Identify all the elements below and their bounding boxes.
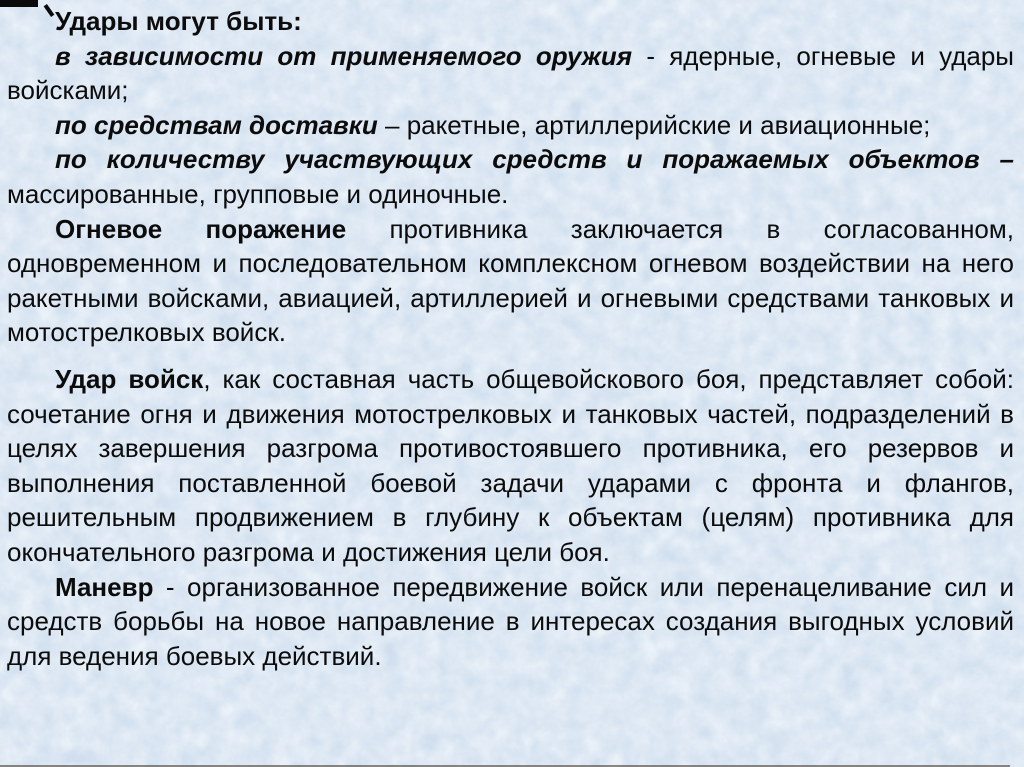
text-run-bold: Удары могут быть:: [55, 6, 302, 36]
text-run-regular: - организованное передвижение войск или перенацеливание сил и средств борьбы на новое направление в интересах создания выгодных условий для ведения боевых действий.: [7, 571, 1014, 671]
text-run-bold-italic: по средствам доставки: [55, 109, 378, 140]
paragraph-maneuver: [7, 570, 1014, 674]
paragraph-strikes-heading: [7, 4, 1014, 39]
paragraph-troop-strike: [7, 362, 1014, 570]
paragraph-by-quantity: [7, 142, 1014, 211]
paragraph-by-weapon-type: [7, 39, 1014, 108]
paragraph-by-delivery-means: [7, 108, 1014, 143]
text-run-regular: , как составная часть общевойскового боя, представляет собой: сочетание огня и движения мотострелковых и танковых частей, подразделений в целях завершения разгрома противостоявшего противника, его резервов и выполнения поставленной боевой задачи ударами с фронта и флангов, решительным продвижением в глубину к объектам (целям) противника для окончательного разгрома и достижения цели боя.: [7, 363, 1014, 567]
text-run-regular: – ракетные, артиллерийские и авиационные;: [377, 109, 931, 140]
slide-text-block: [7, 4, 1014, 673]
text-run-regular: противника заключается в согласованном, одновременном и последовательном комплексном огневом воздействии на него ракетными войсками, авиацией, артиллерией и огневыми средствами танковых и мотострелковых войск.: [7, 213, 1014, 348]
text-run-regular: массированные, групповые и одиночные.: [7, 178, 509, 209]
text-run-bold: Огневое поражение: [55, 213, 347, 244]
text-run-bold-italic: в зависимости от применяемого оружия: [55, 40, 633, 71]
text-run-bold: Маневр: [55, 571, 154, 602]
paragraph-fire-destruction: [7, 212, 1014, 350]
text-run-bold-italic: по количеству участвующих средств и поражаемых объектов –: [55, 144, 1014, 175]
text-run-bold: Удар войск: [55, 363, 204, 394]
text-run-regular: - ядерные, огневые и удары войсками;: [7, 40, 1014, 106]
